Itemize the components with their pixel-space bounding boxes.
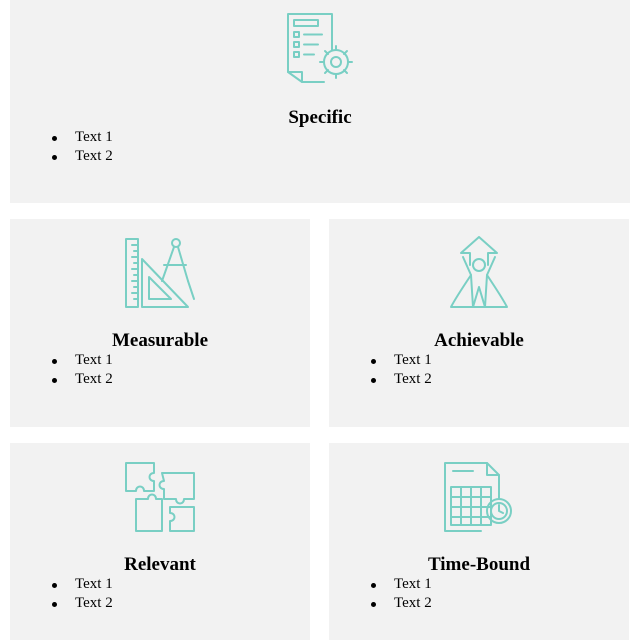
list-item: Text 2 bbox=[48, 594, 113, 613]
list-item: Text 2 bbox=[48, 370, 113, 389]
list-item: Text 2 bbox=[48, 147, 113, 166]
bullet-list bbox=[48, 351, 113, 389]
bullet-list bbox=[367, 351, 432, 389]
person-arrow-up-icon bbox=[441, 235, 517, 311]
calendar-clock-icon bbox=[441, 459, 517, 535]
puzzle-icon bbox=[122, 459, 198, 535]
card-title: Relevant bbox=[124, 554, 196, 575]
list-item: Text 1 bbox=[48, 351, 113, 370]
bullet-list bbox=[48, 575, 113, 613]
card-achievable bbox=[329, 219, 629, 427]
list-item: Text 2 bbox=[367, 594, 432, 613]
card-title: Achievable bbox=[434, 330, 524, 351]
bullet-list bbox=[367, 575, 432, 613]
card-title: Specific bbox=[288, 107, 352, 128]
card-title: Time-Bound bbox=[427, 554, 531, 575]
list-item: Text 1 bbox=[48, 128, 113, 147]
card-time-bound bbox=[329, 443, 629, 640]
bullet-list bbox=[48, 128, 113, 166]
list-item: Text 1 bbox=[48, 575, 113, 594]
list-item: Text 1 bbox=[367, 351, 432, 370]
card-title: Measurable bbox=[111, 330, 209, 351]
list-item: Text 2 bbox=[367, 370, 432, 389]
list-item: Text 1 bbox=[367, 575, 432, 594]
document-gear-icon bbox=[282, 10, 358, 86]
ruler-compass-icon bbox=[122, 235, 198, 311]
card-measurable bbox=[10, 219, 310, 427]
card-relevant bbox=[10, 443, 310, 640]
card-specific bbox=[10, 0, 630, 203]
